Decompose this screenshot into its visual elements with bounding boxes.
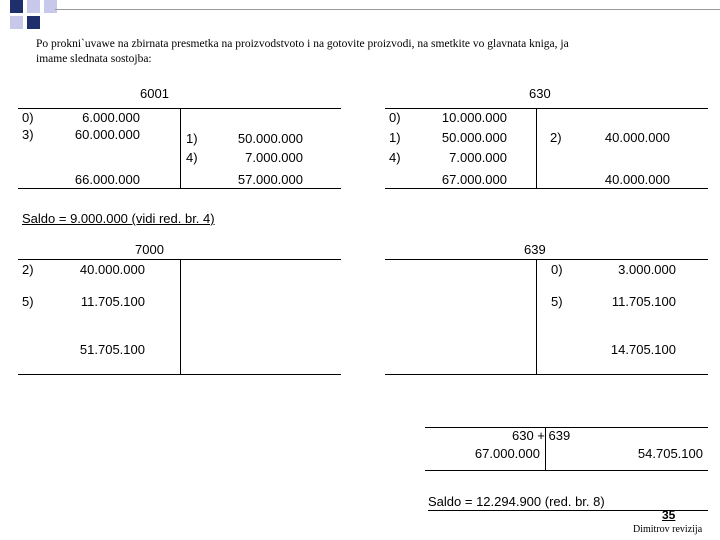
debit-total: 67.000.000 bbox=[441, 172, 507, 187]
t-account-bottom-line bbox=[18, 188, 341, 189]
account-title: 630 + 639 bbox=[512, 428, 571, 443]
decor-square bbox=[27, 0, 40, 13]
t-account-bottom-line bbox=[425, 470, 708, 471]
t-account-top-line bbox=[385, 108, 708, 109]
entry-value: 6.000.000 bbox=[82, 110, 140, 125]
entry-value: 50.000.000 bbox=[441, 130, 507, 145]
saldo-6001: Saldo = 9.000.000 (vidi red. br. 4) bbox=[22, 211, 215, 226]
account-title: 630 bbox=[529, 86, 551, 101]
entry-label: 0) bbox=[551, 262, 563, 277]
entry-label: 4) bbox=[186, 150, 198, 165]
intro-line-2: imame slednata sostojba: bbox=[36, 53, 152, 65]
entry-value: 7.000.000 bbox=[449, 150, 507, 165]
decor-square bbox=[27, 16, 40, 29]
decor-square bbox=[10, 16, 23, 29]
entry-label: 3) bbox=[22, 127, 34, 142]
t-account-top-line bbox=[385, 259, 708, 260]
debit-total: 51.705.100 bbox=[79, 342, 145, 357]
account-title: 6001 bbox=[140, 86, 169, 101]
entry-label: 2) bbox=[22, 262, 34, 277]
t-account-divider bbox=[536, 108, 537, 188]
account-title: 639 bbox=[524, 242, 546, 257]
entry-value: 60.000.000 bbox=[74, 127, 140, 142]
account-title: 7000 bbox=[135, 242, 164, 257]
t-account-divider bbox=[180, 108, 181, 188]
decor-square bbox=[44, 0, 57, 13]
entry-label: 1) bbox=[389, 130, 401, 145]
debit-total: 67.000.000 bbox=[474, 446, 540, 461]
entry-value: 11.705.100 bbox=[80, 294, 145, 309]
credit-total: 57.000.000 bbox=[237, 172, 303, 187]
entry-value: 10.000.000 bbox=[441, 110, 507, 125]
entry-label: 5) bbox=[551, 294, 563, 309]
entry-value: 3.000.000 bbox=[618, 262, 676, 277]
decor-square bbox=[10, 0, 23, 13]
t-account-bottom-line bbox=[18, 374, 341, 375]
entry-label: 0) bbox=[22, 110, 34, 125]
entry-value: 7.000.000 bbox=[245, 150, 303, 165]
t-account-divider bbox=[536, 259, 537, 374]
entry-value: 40.000.000 bbox=[604, 130, 670, 145]
t-account-bottom-line bbox=[385, 188, 708, 189]
t-account-divider bbox=[545, 427, 546, 470]
page-number: 35 bbox=[662, 508, 676, 522]
debit-total: 66.000.000 bbox=[74, 172, 140, 187]
t-account-bottom-line bbox=[385, 374, 708, 375]
entry-value: 50.000.000 bbox=[237, 131, 303, 146]
t-account-divider bbox=[180, 259, 181, 374]
entry-value: 40.000.000 bbox=[79, 262, 145, 277]
entry-label: 5) bbox=[22, 294, 34, 309]
credit-total: 54.705.100 bbox=[637, 446, 703, 461]
entry-label: 2) bbox=[550, 130, 562, 145]
intro-line-1: Po prokni`uvawe na zbirnata presmetka na proizvodstvoto i na gotovite proizvodi, na smetkite vo glavnata kniga, ja bbox=[36, 38, 569, 50]
entry-label: 4) bbox=[389, 150, 401, 165]
entry-label: 1) bbox=[186, 131, 198, 146]
t-account-top-line bbox=[425, 427, 708, 428]
credit-total: 40.000.000 bbox=[604, 172, 670, 187]
footer-author: Dimitrov revizija bbox=[633, 524, 703, 535]
header-rule bbox=[55, 9, 720, 10]
entry-value: 11.705.100 bbox=[611, 294, 676, 309]
entry-label: 0) bbox=[389, 110, 401, 125]
credit-total: 14.705.100 bbox=[610, 342, 676, 357]
saldo-630-639: Saldo = 12.294.900 (red. br. 8) bbox=[428, 494, 605, 509]
